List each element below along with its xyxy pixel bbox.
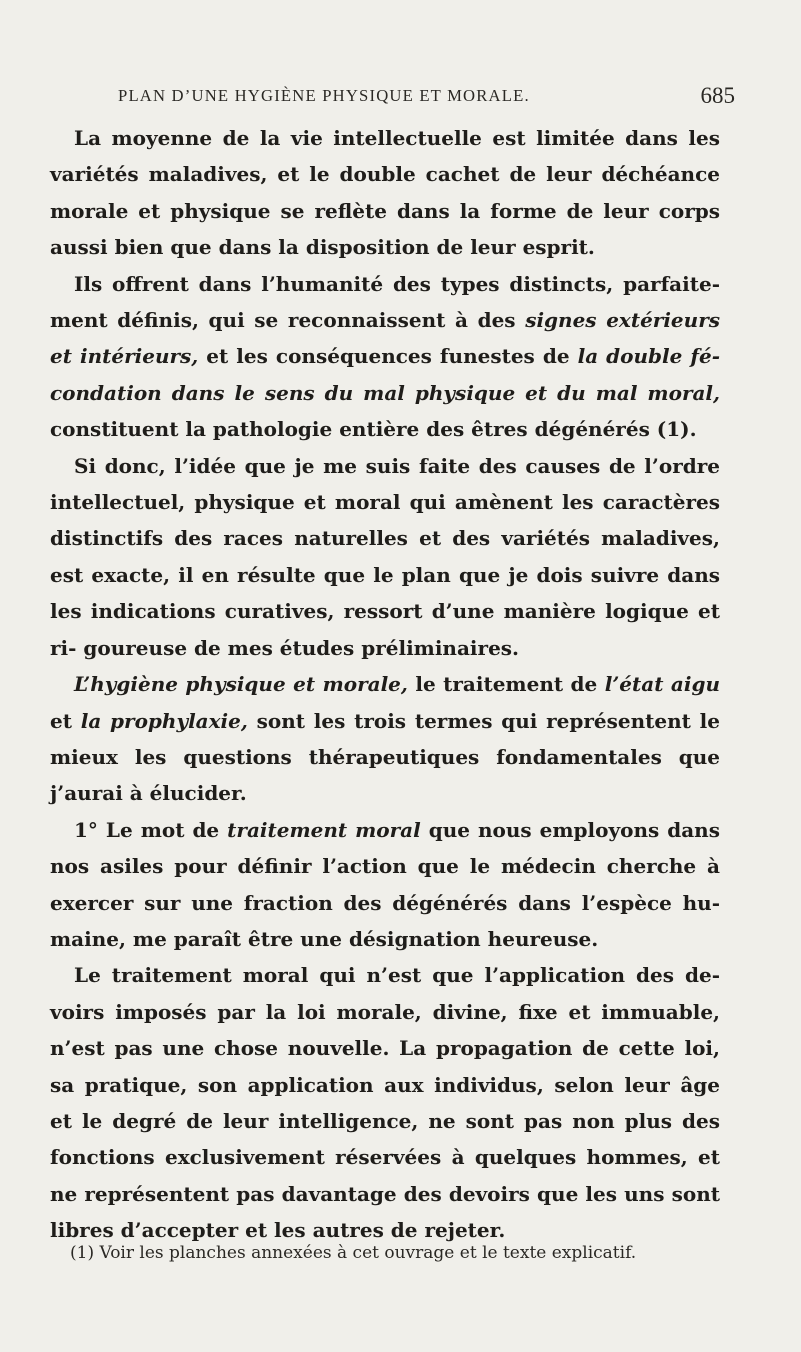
italic-run: traitement moral xyxy=(227,817,421,842)
paragraph xyxy=(50,266,720,448)
text-run: Si donc, l’idée que je me suis faite des causes de l’ordre intellectuel, physique et moral qui amènent les caractères distinctifs des races naturelles et des variétés maladives, est exacte, il en résulte que le plan que je dois suivre dans les indications curatives, ressort d’une manière logique et ri- goureuse de mes études préliminaires. xyxy=(50,453,720,660)
paragraph xyxy=(50,812,720,958)
text-run: et xyxy=(50,708,81,733)
italic-run: signes extérieurs et intérieurs, xyxy=(50,308,720,369)
text-run: et les conséquences funestes de xyxy=(198,344,578,369)
text-run: 1° Le mot de xyxy=(74,817,228,842)
italic-run: l’état aigu xyxy=(604,672,721,697)
italic-run: L’hygiène physique et morale, xyxy=(74,672,408,697)
text-run: Ils offrent dans l’humanité des types distincts, parfaite- ment définis, qui se reconnaissent à des xyxy=(50,271,720,333)
text-run: constituent la pathologie entière des êtres dégénérés (1). xyxy=(50,417,697,442)
footnote: (1) Voir les planches annexées à cet ouvrage et le texte explicatif. xyxy=(70,1243,637,1263)
italic-run: la double fé- condation dans le sens du mal physique et du mal moral, xyxy=(50,344,721,405)
text-run: La moyenne de la vie intellectuelle est limitée dans les variétés maladives, et le double cachet de leur déchéance morale et physique se reflète dans la forme de leur corps aussi bien que dans la disposition de leur esprit. xyxy=(50,126,720,260)
text-run: sont les trois termes qui représentent le mieux les questions thérapeutiques fondamentales que j’aurai à élucider. xyxy=(50,708,720,806)
italic-run: la prophylaxie, xyxy=(80,708,248,733)
paragraph xyxy=(50,666,720,812)
paragraph xyxy=(50,957,720,1248)
running-head-title: PLAN D’UNE HYGIÈNE PHYSIQUE ET MORALE. xyxy=(118,86,530,105)
text-run: le traitement de xyxy=(407,672,605,697)
body-text xyxy=(50,120,720,1249)
paragraph xyxy=(50,448,720,666)
text-run: que nous employons dans nos asiles pour définir l’action que le médecin cherche à exercer sur une fraction des dégénérés dans l’espèce hu- maine, me paraît être une désignation heureuse. xyxy=(50,817,720,951)
text-run: Le traitement moral qui n’est que l’application des de- voirs imposés par la loi morale, divine, fixe et immuable, n’est pas une chose nouvelle. La propagation de cette loi, sa pratique, son application aux individus, selon leur âge et le degré de leur intelligence, ne sont pas non plus des fonctions exclusivement réservées à quelques hommes, et ne représentent pas davantage des devoirs que les uns sont libres d’accepter et les autres de rejeter. xyxy=(50,963,720,1243)
page-number: 685 xyxy=(700,83,735,108)
paragraph xyxy=(50,120,720,266)
